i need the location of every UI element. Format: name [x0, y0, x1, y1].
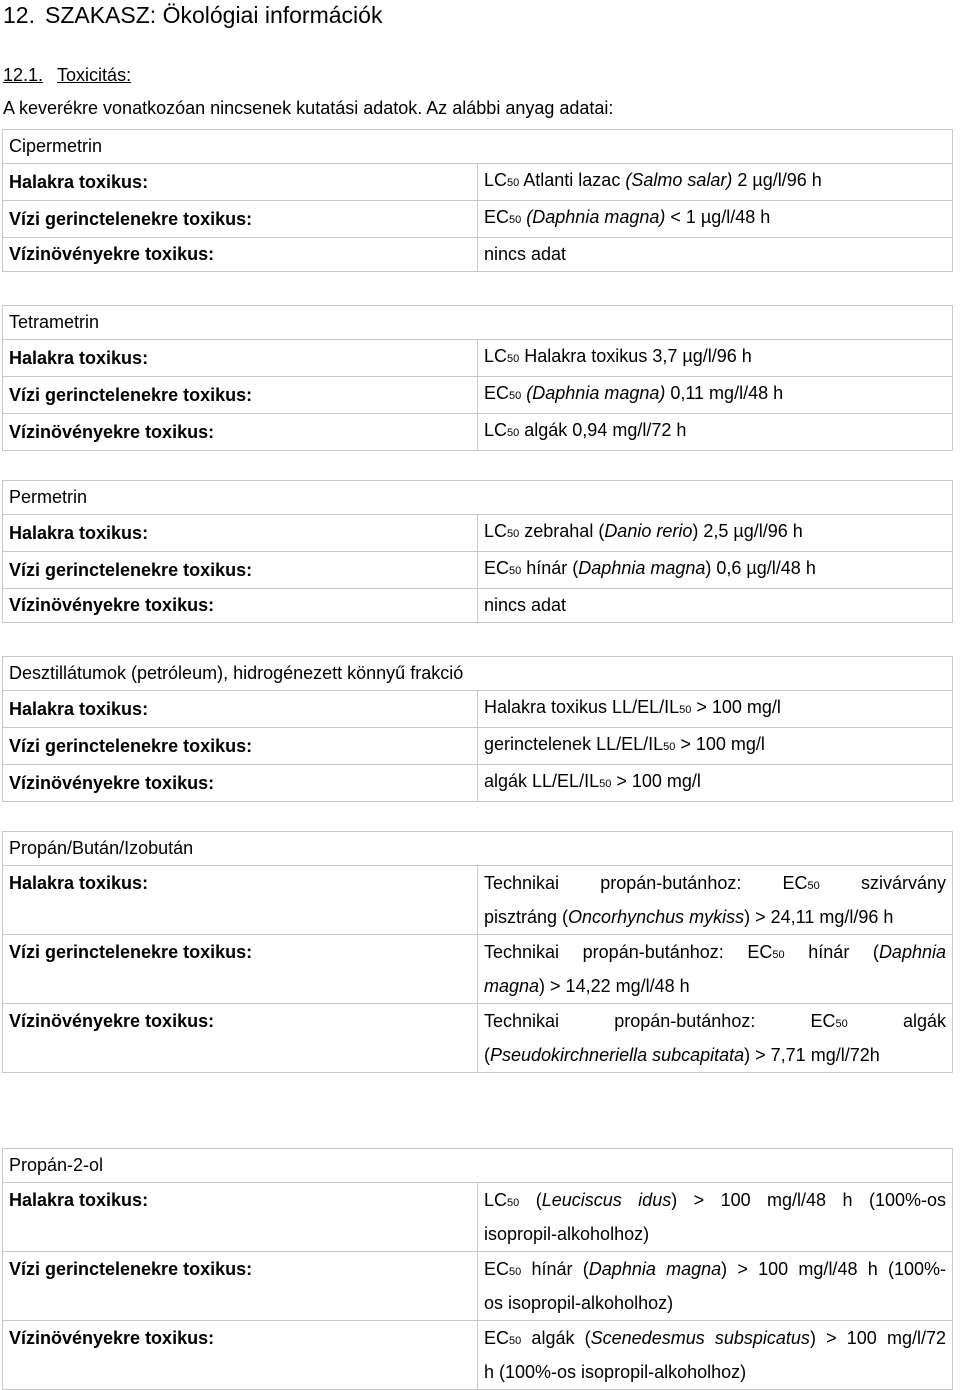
value-text: ) > 100 mg/l/72 — [809, 1328, 947, 1348]
plants-value — [478, 765, 953, 802]
value-text: > 100 mg/l — [611, 771, 701, 791]
species-name: Pseudokirchneriella subcapitata — [490, 1045, 745, 1065]
value-text: ) 2,5 µg/l/96 h — [692, 521, 803, 541]
species-name: (Daphnia magna) — [526, 207, 666, 227]
plants-label: Vízinövényekre toxikus: — [3, 238, 478, 272]
value-text: nincs adat — [484, 595, 567, 615]
subscript-50: 50 — [509, 1266, 522, 1278]
value-text: ) > 24,11 mg/l/96 h — [744, 907, 894, 927]
species-name: Leuciscus idus — [541, 1190, 672, 1210]
value-text: 0,11 mg/l/48 h — [665, 383, 784, 403]
invert-label: Vízi gerinctelenekre toxikus: — [3, 1252, 478, 1321]
fish-label: Halakra toxikus: — [3, 1183, 478, 1252]
fish-value — [478, 691, 953, 728]
substance-name: Propán/Bután/Izobután — [3, 832, 953, 866]
value-text: Technikai propán-butánhoz: EC — [484, 1011, 836, 1031]
invert-value — [478, 201, 953, 238]
value-text: algák LL/EL/IL — [484, 771, 600, 791]
section-title: SZAKASZ: Ökológiai információk — [44, 2, 383, 28]
value-text: EC — [484, 1328, 510, 1348]
plants-value-line1 — [484, 1004, 946, 1038]
value-text: pisztráng ( — [484, 907, 569, 927]
value-text: zebrahal ( — [519, 521, 605, 541]
plants-value — [478, 1321, 953, 1390]
fish-label: Halakra toxikus: — [3, 340, 478, 377]
plants-label: Vízinövényekre toxikus: — [3, 765, 478, 802]
invert-value — [478, 552, 953, 589]
invert-value-line2 — [484, 969, 946, 1003]
subscript-50: 50 — [507, 427, 520, 439]
subscript-50: 50 — [599, 778, 612, 790]
value-text: EC — [484, 207, 510, 227]
value-text: ( — [484, 1045, 490, 1065]
value-text: Halakra toxikus 3,7 µg/l/96 h — [519, 346, 752, 366]
invert-value — [478, 377, 953, 414]
invert-value — [478, 1252, 953, 1321]
species-name: Danio rerio — [604, 521, 693, 541]
invert-label: Vízi gerinctelenekre toxikus: — [3, 201, 478, 238]
plants-value-line2 — [484, 1038, 946, 1072]
value-text: 2 µg/l/96 h — [732, 170, 822, 190]
value-text: algák ( — [521, 1328, 591, 1348]
value-text: hínár ( — [784, 942, 879, 962]
value-text: Technikai propán-butánhoz: EC — [484, 942, 773, 962]
fish-value — [478, 515, 953, 552]
value-text: ) > 100 mg/l/48 h (100%-os — [671, 1190, 946, 1210]
subscript-50: 50 — [507, 528, 520, 540]
fish-value-line1 — [484, 866, 946, 900]
subscript-50: 50 — [507, 353, 520, 365]
substance-name: Cipermetrin — [3, 130, 953, 164]
subscript-50: 50 — [679, 704, 692, 716]
species-name: Daphnia — [878, 942, 946, 962]
value-text: Halakra toxikus LL/EL/IL — [484, 697, 680, 717]
value-text: os isopropil-alkoholhoz) — [484, 1293, 674, 1313]
value-text: LC — [484, 420, 508, 440]
value-text: hínár ( — [521, 558, 579, 578]
section-heading — [3, 0, 382, 30]
value-text: nincs adat — [484, 244, 567, 264]
species-name: Scenedesmus subspicatus — [590, 1328, 810, 1348]
fish-value-line2 — [484, 900, 946, 934]
invert-value — [478, 728, 953, 765]
species-name: magna — [484, 976, 540, 996]
fish-label: Halakra toxikus: — [3, 691, 478, 728]
fish-value — [478, 866, 953, 935]
value-text: EC — [484, 558, 510, 578]
plants-value — [478, 589, 953, 623]
value-text: Technikai propán-butánhoz: EC — [484, 873, 808, 893]
substance-table-propan-butan — [2, 831, 953, 1073]
value-text: Atlanti lazac — [519, 170, 626, 190]
value-text: ) > 100 mg/l/48 h (100%- — [721, 1259, 946, 1279]
species-name: (Daphnia magna) — [526, 383, 666, 403]
plants-label: Vízinövényekre toxikus: — [3, 589, 478, 623]
subscript-50: 50 — [807, 880, 820, 892]
invert-label: Vízi gerinctelenekre toxikus: — [3, 377, 478, 414]
substance-name: Propán-2-ol — [3, 1149, 953, 1183]
substance-table-cipermetrin — [2, 129, 953, 272]
substance-table-tetrametrin — [2, 305, 953, 451]
subscript-50: 50 — [772, 949, 785, 961]
fish-value-line1 — [484, 1183, 946, 1217]
intro-text: A keverékre vonatkozóan nincsenek kutatási adatok. Az alábbi anyag adatai: — [3, 98, 614, 118]
subscript-50: 50 — [507, 177, 520, 189]
plants-value-line2 — [484, 1355, 946, 1389]
subscript-50: 50 — [509, 214, 522, 226]
fish-label: Halakra toxikus: — [3, 866, 478, 935]
subscript-50: 50 — [835, 1018, 848, 1030]
substance-name: Tetrametrin — [3, 306, 953, 340]
invert-label: Vízi gerinctelenekre toxikus: — [3, 935, 478, 1004]
value-text: EC — [484, 1259, 510, 1279]
value-text: szivárvány — [819, 873, 946, 893]
plants-value — [478, 1004, 953, 1073]
value-text: LC — [484, 346, 508, 366]
value-text: EC — [484, 383, 510, 403]
subscript-50: 50 — [509, 565, 522, 577]
plants-value — [478, 238, 953, 272]
subscript-50: 50 — [509, 390, 522, 402]
value-text: LC — [484, 170, 508, 190]
fish-value — [478, 164, 953, 201]
plants-label: Vízinövényekre toxikus: — [3, 1321, 478, 1390]
invert-label: Vízi gerinctelenekre toxikus: — [3, 728, 478, 765]
fish-value-line2 — [484, 1217, 946, 1251]
value-text: > 100 mg/l — [675, 734, 765, 754]
plants-value-line1 — [484, 1321, 946, 1355]
substance-table-permetrin — [2, 480, 953, 623]
invert-value-line2 — [484, 1286, 946, 1320]
value-text: isopropil-alkoholhoz) — [484, 1224, 650, 1244]
plants-value — [478, 414, 953, 451]
subsection-title: Toxicitás: — [57, 65, 132, 85]
fish-value — [478, 340, 953, 377]
value-text: ( — [519, 1190, 542, 1210]
plants-label: Vízinövényekre toxikus: — [3, 1004, 478, 1073]
plants-label: Vízinövényekre toxikus: — [3, 414, 478, 451]
substance-name: Desztillátumok (petróleum), hidrogénezett könnyű frakció — [3, 657, 953, 691]
value-text: h (100%-os isopropil-alkoholhoz) — [484, 1362, 747, 1382]
species-name: Daphnia magna — [588, 1259, 722, 1279]
section-number: 12. — [3, 2, 35, 28]
substance-name: Permetrin — [3, 481, 953, 515]
value-text: ) 0,6 µg/l/48 h — [705, 558, 816, 578]
subscript-50: 50 — [507, 1197, 520, 1209]
value-text: LC — [484, 521, 508, 541]
substance-table-propan-2-ol — [2, 1148, 953, 1390]
value-text: > 100 mg/l — [691, 697, 781, 717]
value-text: ) > 14,22 mg/l/48 h — [539, 976, 690, 996]
value-text: algák — [847, 1011, 946, 1031]
invert-label: Vízi gerinctelenekre toxikus: — [3, 552, 478, 589]
subsection-heading — [3, 63, 131, 87]
value-text: LC — [484, 1190, 508, 1210]
invert-value-line1 — [484, 935, 946, 969]
subsection-number: 12.1. — [3, 65, 44, 85]
invert-value — [478, 935, 953, 1004]
fish-label: Halakra toxikus: — [3, 164, 478, 201]
species-name: Daphnia magna — [578, 558, 706, 578]
value-text: algák 0,94 mg/l/72 h — [519, 420, 687, 440]
value-text: ) > 7,71 mg/l/72h — [744, 1045, 880, 1065]
fish-value — [478, 1183, 953, 1252]
fish-label: Halakra toxikus: — [3, 515, 478, 552]
subscript-50: 50 — [663, 741, 676, 753]
species-name: Oncorhynchus mykiss — [568, 907, 745, 927]
value-text: < 1 µg/l/48 h — [665, 207, 771, 227]
substance-table-desztillatumok — [2, 656, 953, 802]
value-text: hínár ( — [521, 1259, 589, 1279]
invert-value-line1 — [484, 1252, 946, 1286]
subscript-50: 50 — [509, 1335, 522, 1347]
species-name: (Salmo salar) — [625, 170, 733, 190]
value-text: gerinctelenek LL/EL/IL — [484, 734, 664, 754]
